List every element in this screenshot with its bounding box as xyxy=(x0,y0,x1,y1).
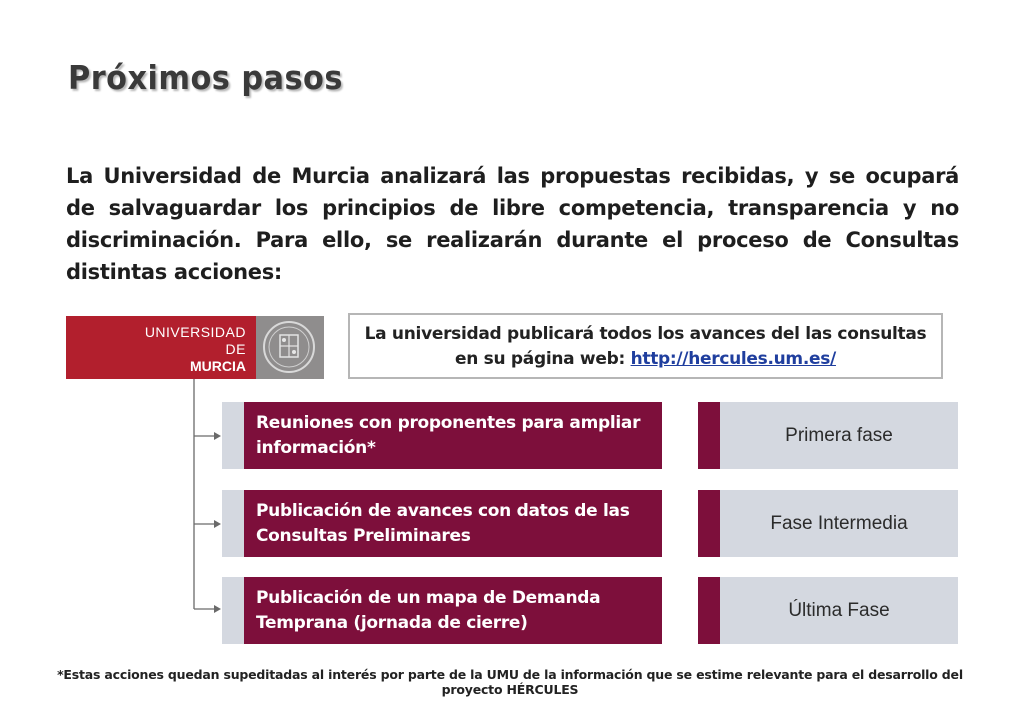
footnote: *Estas acciones quedan supeditadas al interés por parte de la UMU de la información que se estime relevante para el desarrollo del proyecto HÉRCULES xyxy=(57,667,963,697)
university-seal-icon xyxy=(256,316,324,379)
phase-box-1 xyxy=(698,402,958,469)
website-notice-line1: La universidad publicará todos los avances del las consultas xyxy=(364,324,927,344)
intro-paragraph: La Universidad de Murcia analizará las propuestas recibidas, y se ocupará de salvaguardar los principios de libre competencia, transparencia y no discriminación. Para ello, se realizarán durante el proceso de Consultas distintas acciones: xyxy=(66,164,959,284)
action-text-2: Publicación de avances con datos de las Consultas Preliminares xyxy=(256,501,630,546)
phase-bar xyxy=(698,490,720,557)
action-box-3 xyxy=(222,577,662,644)
website-link[interactable]: http://hercules.um.es/ xyxy=(630,349,836,369)
connector-lines xyxy=(185,379,225,615)
website-notice-text xyxy=(350,322,941,372)
website-notice-line2 xyxy=(350,347,941,372)
phase-label-2: Fase Intermedia xyxy=(770,512,908,534)
website-notice-prefix: en su página web: xyxy=(455,349,631,369)
logo-line1: UNIVERSIDAD DE xyxy=(144,324,246,357)
action-text-1: Reuniones con proponentes para ampliar información* xyxy=(256,413,641,458)
university-logo xyxy=(66,316,324,379)
action-text-3: Publicación de un mapa de Demanda Temprana (jornada de cierre) xyxy=(256,588,601,633)
phase-bar xyxy=(698,402,720,469)
phase-box-2 xyxy=(698,490,958,557)
action-box-1 xyxy=(222,402,662,469)
website-notice xyxy=(348,313,943,379)
logo-text xyxy=(122,324,246,375)
action-box-2 xyxy=(222,490,662,557)
phase-label-3: Última Fase xyxy=(788,599,890,621)
phase-bar xyxy=(698,577,720,644)
phase-box-3 xyxy=(698,577,958,644)
logo-line2: MURCIA xyxy=(190,358,246,374)
slide-title: Próximos pasos xyxy=(68,58,343,97)
phase-label-1: Primera fase xyxy=(785,424,893,446)
